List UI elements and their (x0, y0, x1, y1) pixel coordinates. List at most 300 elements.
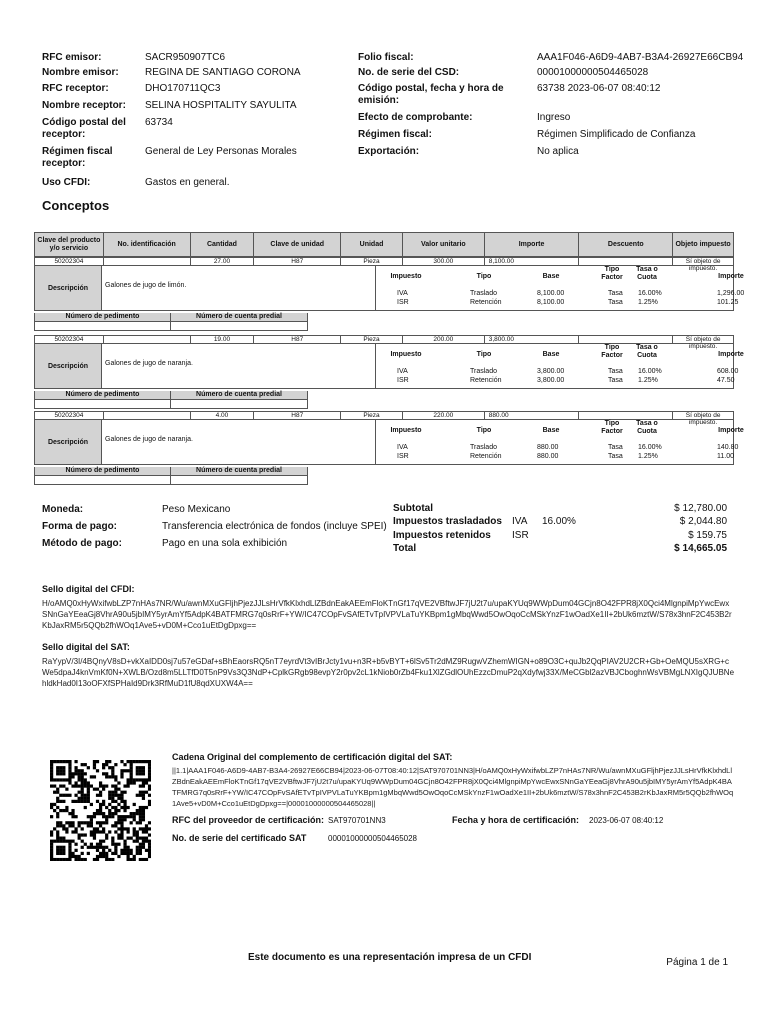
qr-module (123, 852, 126, 855)
regimen-receptor-value: General de Ley Personas Morales (145, 146, 297, 157)
qr-module (120, 797, 123, 800)
pedimento-block (34, 391, 308, 409)
total-label: Total (393, 543, 417, 554)
tax-tasa: 1.25% (638, 377, 658, 384)
qr-module (65, 830, 68, 833)
qr-module (62, 827, 65, 830)
nombre-receptor-value: SELINA HOSPITALITY SAYULITA (145, 100, 297, 111)
concept-cell-descuento (579, 258, 673, 265)
qr-module (84, 797, 87, 800)
qr-module (145, 840, 148, 843)
qr-module (74, 855, 77, 858)
qr-module (136, 760, 139, 763)
qr-module (74, 772, 77, 775)
qr-module (62, 849, 65, 852)
qr-module (111, 837, 114, 840)
tax-h-importe: Importe (718, 273, 744, 280)
qr-module (130, 772, 133, 775)
cuenta-predial-label: Número de cuenta predial (196, 313, 282, 320)
qr-module (90, 803, 93, 806)
concept-detail (34, 266, 745, 311)
qr-module (139, 769, 142, 772)
qr-module (114, 846, 117, 849)
qr-module (68, 763, 71, 766)
qr-module (99, 794, 102, 797)
qr-module (71, 775, 74, 778)
qr-module (102, 827, 105, 830)
retenidos-tax: ISR (512, 530, 529, 541)
qr-module (136, 849, 139, 852)
qr-module (133, 778, 136, 781)
qr-module (111, 769, 114, 772)
qr-module (127, 849, 130, 852)
qr-module (81, 791, 84, 794)
qr-module (65, 821, 68, 824)
qr-module (78, 784, 81, 787)
qr-module (139, 784, 142, 787)
cp-fecha-label: Código postal, fecha y hora de emisión: (358, 83, 504, 106)
qr-module (65, 794, 68, 797)
qr-module (90, 818, 93, 821)
trasladados-tax: IVA (512, 516, 528, 527)
qr-module (117, 821, 120, 824)
qr-module (74, 830, 77, 833)
qr-module (59, 766, 62, 769)
qr-module (148, 766, 151, 769)
qr-module (108, 766, 111, 769)
tax-tasa: 1.25% (638, 453, 658, 460)
qr-module (53, 827, 56, 830)
qr-module (117, 818, 120, 821)
rfc-receptor-label: RFC receptor: (42, 83, 109, 94)
qr-module (142, 858, 145, 861)
qr-module (127, 769, 130, 772)
qr-module (148, 827, 151, 830)
qr-module (62, 760, 65, 763)
qr-module (102, 766, 105, 769)
qr-module (148, 840, 151, 843)
subtotal-value: $ 12,780.00 (674, 503, 727, 514)
tax-tipo: Traslado (470, 368, 497, 375)
qr-module (148, 788, 151, 791)
qr-module (130, 812, 133, 815)
qr-module (123, 827, 126, 830)
concept-cell-clave-unidad: H87 (254, 258, 341, 265)
qr-module (78, 797, 81, 800)
qr-module (111, 840, 114, 843)
qr-module (78, 833, 81, 836)
qr-module (108, 809, 111, 812)
qr-module (114, 800, 117, 803)
qr-module (81, 852, 84, 855)
qr-module (74, 794, 77, 797)
tax-tasa: 1.25% (638, 299, 658, 306)
qr-module (142, 769, 145, 772)
qr-module (111, 800, 114, 803)
qr-module (84, 772, 87, 775)
qr-module (105, 772, 108, 775)
qr-module (96, 858, 99, 861)
qr-module (127, 815, 130, 818)
qr-module (120, 830, 123, 833)
qr-module (148, 772, 151, 775)
qr-module (74, 766, 77, 769)
qr-module (50, 846, 53, 849)
fecha-cert-value: 2023-06-07 08:40:12 (589, 816, 664, 825)
qr-module (56, 797, 59, 800)
concept-detail (34, 344, 744, 389)
nombre-emisor-label: Nombre emisor: (42, 67, 119, 78)
qr-module (59, 840, 62, 843)
nombre-emisor-value: REGINA DE SANTIAGO CORONA (145, 67, 301, 78)
qr-module (111, 791, 114, 794)
qr-module (59, 809, 62, 812)
qr-module (105, 784, 108, 787)
qr-module (59, 837, 62, 840)
qr-module (59, 852, 62, 855)
qr-module (127, 846, 130, 849)
qr-module (93, 837, 96, 840)
qr-module (139, 827, 142, 830)
sello-sat-label: Sello digital del SAT: (42, 642, 130, 652)
concept-cell-unidad: Pieza (341, 412, 403, 419)
qr-module (93, 788, 96, 791)
qr-module (62, 840, 65, 843)
cp-receptor-value: 63734 (145, 117, 173, 128)
qr-module (102, 800, 105, 803)
qr-module (90, 830, 93, 833)
qr-module (114, 849, 117, 852)
tax-factor: Tasa (608, 453, 623, 460)
qr-module (117, 797, 120, 800)
tax-h-factor: Tipo Factor (601, 266, 623, 281)
qr-module (133, 827, 136, 830)
qr-module (62, 800, 65, 803)
serie-csd-value: 00001000000504465028 (537, 67, 649, 78)
pedimento-body (35, 400, 307, 408)
descripcion-label: Descripción (35, 266, 102, 310)
qr-module (71, 830, 74, 833)
tax-factor: Tasa (608, 290, 623, 297)
qr-module (87, 781, 90, 784)
qr-module (68, 760, 71, 763)
retenidos-value: $ 159.75 (688, 530, 727, 541)
tax-h-tipo: Tipo (476, 273, 492, 280)
tax-importe: 608.00 (717, 368, 739, 375)
qr-module (142, 760, 145, 763)
qr-module (114, 830, 117, 833)
tax-tasa: 16.00% (638, 290, 662, 297)
concept-cell-noid (104, 258, 191, 265)
qr-module (50, 772, 53, 775)
qr-module (127, 784, 130, 787)
qr-module (148, 763, 151, 766)
qr-module (108, 858, 111, 861)
tax-impuesto: ISR (397, 453, 409, 460)
qr-module (50, 778, 53, 781)
qr-module (108, 830, 111, 833)
qr-module (65, 827, 68, 830)
qr-module (142, 840, 145, 843)
qr-module (127, 858, 130, 861)
qr-module (133, 760, 136, 763)
qr-module (102, 830, 105, 833)
rfc-proveedor-value: SAT970701NN3 (328, 816, 386, 825)
qr-module (142, 772, 145, 775)
qr-module (136, 852, 139, 855)
qr-module (56, 812, 59, 815)
qr-module (62, 858, 65, 861)
pedimento-label: Número de pedimento (35, 467, 171, 475)
qr-module (93, 846, 96, 849)
qr-module (78, 821, 81, 824)
qr-module (105, 818, 108, 821)
cuenta-predial-value (171, 476, 307, 484)
qr-module (133, 781, 136, 784)
sello-cfdi-label: Sello digital del CFDI: (42, 584, 135, 594)
concept-cell-valor: 220.00 (403, 412, 485, 419)
uso-cfdi-label: Uso CFDI: (42, 177, 91, 188)
qr-module (53, 809, 56, 812)
descripcion-value: Galones de jugo de limón. (105, 282, 187, 289)
qr-module (139, 791, 142, 794)
qr-module (123, 800, 126, 803)
concept-cell-objeto: Sí objeto de impuesto. (685, 258, 721, 272)
qr-module (148, 821, 151, 824)
qr-module (81, 781, 84, 784)
qr-module (62, 837, 65, 840)
qr-module (99, 784, 102, 787)
qr-module (120, 794, 123, 797)
tax-h-base: Base (542, 351, 560, 358)
qr-module (145, 827, 148, 830)
qr-module (84, 781, 87, 784)
qr-module (145, 824, 148, 827)
qr-module (108, 849, 111, 852)
tax-impuesto: ISR (397, 299, 409, 306)
total-value: $ 14,665.05 (674, 543, 727, 554)
qr-module (136, 812, 139, 815)
qr-module (142, 812, 145, 815)
qr-module (148, 849, 151, 852)
qr-module (148, 803, 151, 806)
qr-module (120, 827, 123, 830)
qr-module (102, 821, 105, 824)
qr-module (148, 855, 151, 858)
conceptos-title: Conceptos (42, 198, 110, 213)
qr-module (90, 833, 93, 836)
pedimento-block (34, 467, 308, 485)
qr-module (74, 769, 77, 772)
qr-module (127, 855, 130, 858)
concept-cell-importe: 8,100.00 (485, 258, 580, 265)
qr-module (120, 815, 123, 818)
qr-module (130, 760, 133, 763)
qr-module (99, 846, 102, 849)
qr-module (142, 794, 145, 797)
pedimento-label: Número de pedimento (35, 313, 171, 321)
qr-module (74, 760, 77, 763)
qr-module (130, 769, 133, 772)
qr-module (111, 766, 114, 769)
qr-module (81, 833, 84, 836)
qr-module (108, 812, 111, 815)
qr-module (123, 806, 126, 809)
qr-module (68, 781, 71, 784)
qr-module (130, 849, 133, 852)
qr-module (105, 833, 108, 836)
tax-importe: 11.00 (717, 453, 734, 460)
serie-csd-label: No. de serie del CSD: (358, 67, 460, 78)
qr-module (81, 858, 84, 861)
tax-table (375, 420, 744, 464)
qr-module (114, 784, 117, 787)
qr-module (130, 837, 133, 840)
qr-module (102, 788, 105, 791)
qr-module (71, 772, 74, 775)
qr-module (87, 800, 90, 803)
qr-module (56, 821, 59, 824)
tax-importe: 1,296.00 (717, 290, 745, 297)
qr-module (68, 812, 71, 815)
qr-module (123, 809, 126, 812)
qr-module (96, 760, 99, 763)
qr-module (142, 830, 145, 833)
descripcion-value: Galones de jugo de naranja. (105, 436, 193, 443)
qr-module (120, 852, 123, 855)
qr-module (84, 800, 87, 803)
qr-module (50, 855, 53, 858)
qr-module (99, 806, 102, 809)
qr-module (50, 784, 53, 787)
qr-module (142, 827, 145, 830)
qr-module (65, 809, 68, 812)
qr-module (111, 772, 114, 775)
qr-module (81, 769, 84, 772)
qr-module (74, 858, 77, 861)
tax-factor: Tasa (608, 377, 623, 384)
qr-module (123, 840, 126, 843)
tax-base: 880.00 (537, 444, 559, 451)
qr-module (102, 815, 105, 818)
qr-module (136, 778, 139, 781)
qr-module (111, 775, 114, 778)
qr-module (133, 840, 136, 843)
qr-module (68, 849, 71, 852)
qr-module (127, 827, 130, 830)
pedimento-block (34, 313, 308, 331)
concept-cell-importe: 880.00 (485, 412, 580, 419)
qr-module (78, 778, 81, 781)
qr-module (99, 824, 102, 827)
qr-module (90, 824, 93, 827)
qr-module (120, 791, 123, 794)
qr-module (74, 815, 77, 818)
qr-module (65, 858, 68, 861)
tax-h-base: Base (542, 427, 560, 434)
tax-base: 3,800.00 (537, 377, 565, 384)
qr-module (148, 760, 151, 763)
qr-module (142, 843, 145, 846)
qr-module (96, 827, 99, 830)
qr-module (136, 830, 139, 833)
qr-module (136, 821, 139, 824)
qr-module (105, 837, 108, 840)
tax-impuesto: ISR (397, 377, 409, 384)
qr-module (133, 818, 136, 821)
qr-module (65, 806, 68, 809)
qr-module (102, 849, 105, 852)
qr-module (117, 855, 120, 858)
fecha-cert-label: Fecha y hora de certificación: (452, 815, 580, 825)
concept-cell-objeto: Sí objeto de impuesto. (685, 336, 721, 350)
qr-module (130, 763, 133, 766)
qr-module (145, 760, 148, 763)
qr-module (105, 858, 108, 861)
qr-module (96, 788, 99, 791)
qr-module (105, 852, 108, 855)
qr-module (133, 833, 136, 836)
qr-module (53, 760, 56, 763)
qr-module (62, 846, 65, 849)
concept-cell-noid (104, 336, 191, 343)
pedimento-body (35, 476, 307, 484)
qr-module (84, 843, 87, 846)
qr-module (123, 803, 126, 806)
qr-module (123, 849, 126, 852)
qr-module (68, 794, 71, 797)
tax-impuesto: IVA (397, 368, 408, 375)
qr-module (87, 784, 90, 787)
descripcion-value: Galones de jugo de naranja. (105, 360, 193, 367)
tax-tipo: Retención (470, 377, 502, 384)
tax-h-impuesto: Impuesto (390, 351, 422, 358)
concept-detail (34, 420, 744, 465)
concept-cell-clave: 50202304 (35, 258, 104, 265)
qr-module (120, 833, 123, 836)
rfc-receptor-value: DHO170711QC3 (145, 83, 221, 94)
qr-module (78, 800, 81, 803)
qr-module (59, 760, 62, 763)
concept-cell-cantidad: 4.00 (191, 412, 255, 419)
qr-module (96, 846, 99, 849)
qr-module (68, 855, 71, 858)
qr-module (53, 858, 56, 861)
qr-module (96, 794, 99, 797)
qr-module (96, 809, 99, 812)
qr-module (84, 833, 87, 836)
qr-module (114, 843, 117, 846)
qr-module (96, 843, 99, 846)
qr-module (56, 769, 59, 772)
qr-module (117, 843, 120, 846)
qr-module (142, 837, 145, 840)
efecto-value: Ingreso (537, 112, 571, 123)
qr-module (84, 806, 87, 809)
qr-module (120, 821, 123, 824)
qr-module (59, 800, 62, 803)
qr-module (93, 858, 96, 861)
qr-module (133, 830, 136, 833)
qr-module (139, 766, 142, 769)
cuenta-predial-label: Número de cuenta predial (196, 467, 282, 474)
tax-table (375, 344, 744, 388)
sello-sat-value: RaYypV/3I/4BQnyV8sD+vkXaIDD0sj7u57eGDaf+sBhEaorsRQ5nT7eyrdVt3vIBrJcty1vu+n3R+b5vBYT+6lSv5Tr2dMZ9RugwVZhemWIGN+o89O3C+quJb2QqPIAV2U2CR+Gb+OeMQU5sXRG+cWe5dpaJ4knVmKf0N+XWLB/Ozd8m5LLTfD0T5nP9Vs3Q3NdP+CplkGRgb98evpY2r0pv2cL1kNiob0rZb4Fku1XlZGdlOUhEzzcDmuP2qXdyfwj33X/MeCGbl2azVBJCboghnWsVBMgLNXIgQJUBNehldkHad0I13oOFXfSPHaId9Drk3RfMuD1fU8qdXUXW4A== (42, 657, 735, 688)
qr-module (65, 778, 68, 781)
qr-module (111, 784, 114, 787)
qr-module (71, 815, 74, 818)
qr-module (105, 855, 108, 858)
